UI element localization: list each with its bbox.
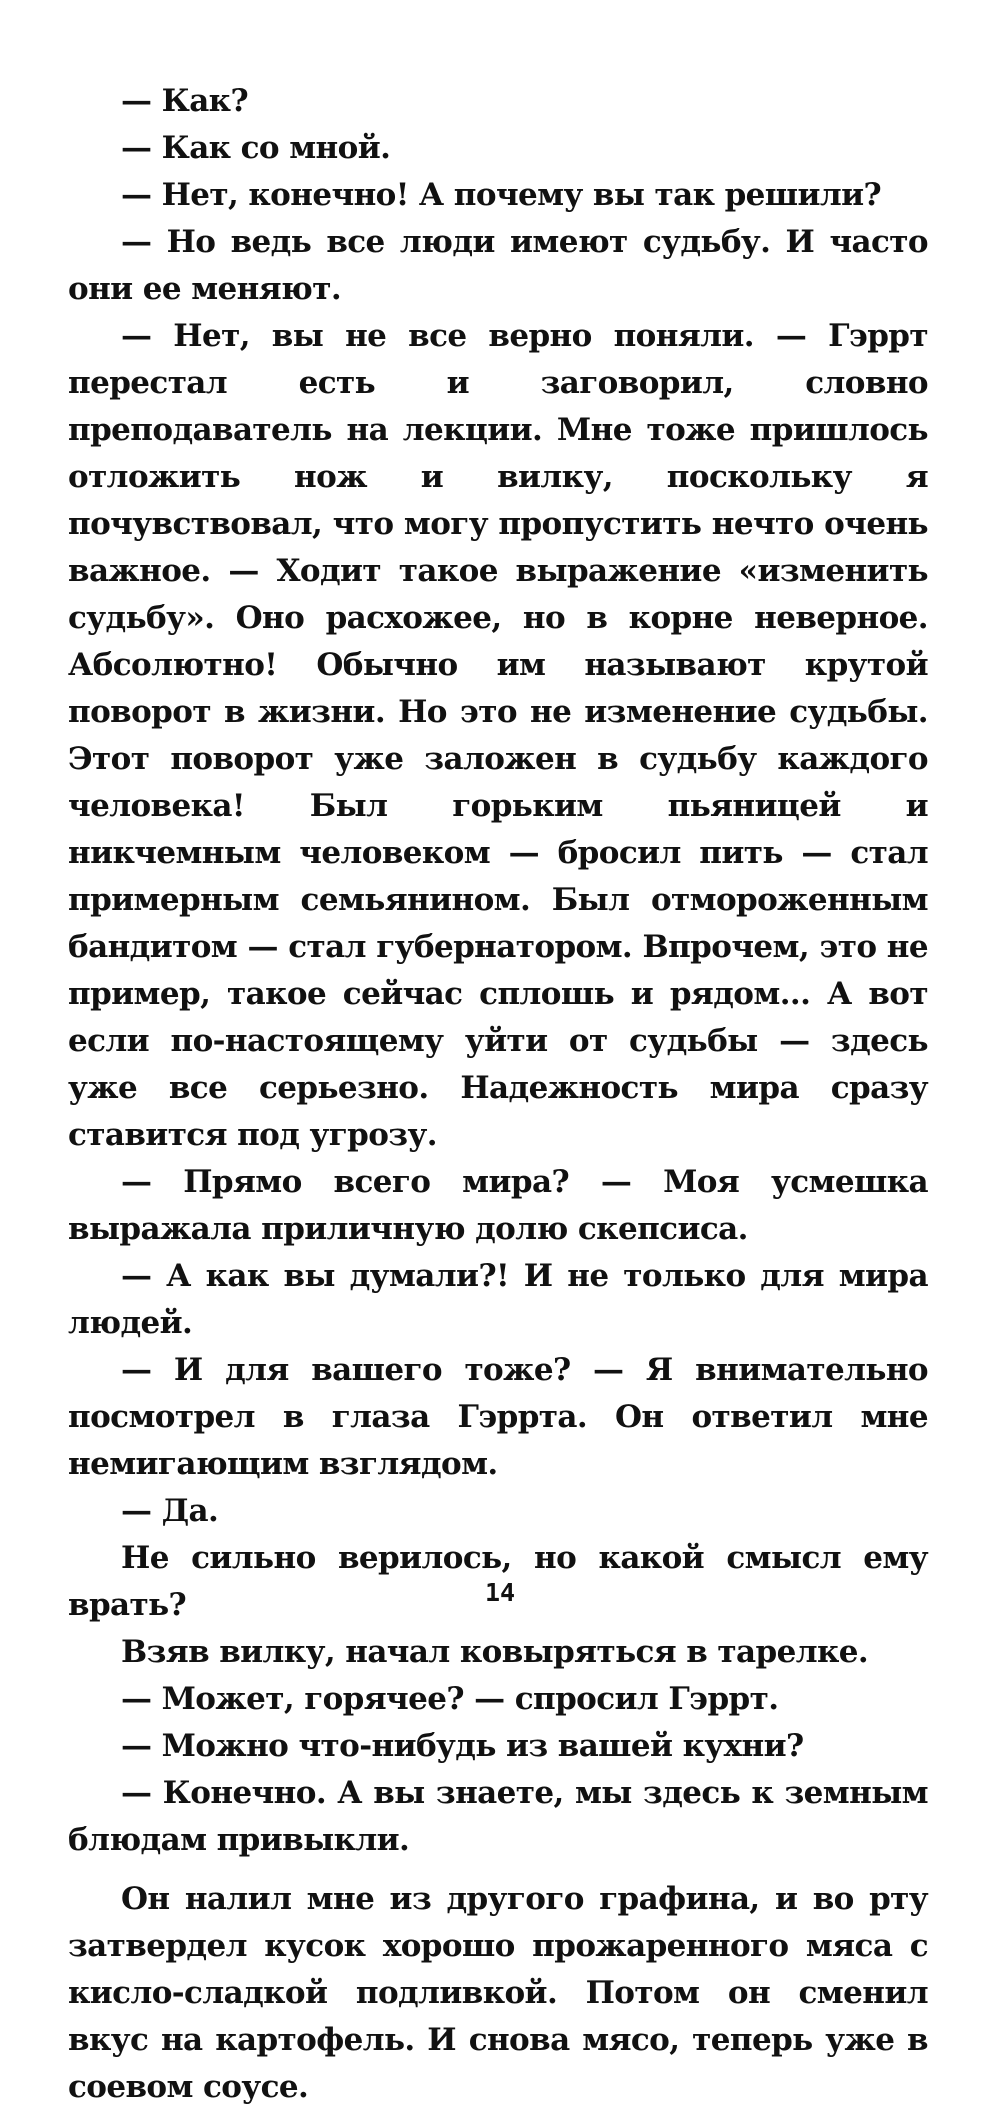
paragraph: Он налил мне из другого графина, и во рту затвердел кусок хорошо прожаренного мяса с кисло-сладкой подливкой. Потом он сменил вкус на картофель. И снова мясо, теперь уже в соевом соусе. (68, 1881, 928, 2105)
paragraph: — Может, горячее? — спросил Гэррт. (121, 1681, 779, 1717)
page-number: 14 (484, 1578, 516, 1607)
paragraph: Не сильно верилось, но какой смысл ему врать? (68, 1540, 928, 1623)
paragraph: — Конечно. А вы знаете, мы здесь к земным блюдам привыкли. (68, 1775, 928, 1858)
paragraph: — Можно что-нибудь из вашей кухни? (121, 1728, 804, 1764)
paragraph: — Но ведь все люди имеют судьбу. И часто они ее меняют. (68, 224, 928, 307)
paragraph: — Нет, конечно! А почему вы так решили? (121, 177, 882, 213)
paragraph: — Нет, вы не все верно поняли. — Гэррт перестал есть и заговорил, словно преподаватель на лекции. Мне тоже пришлось отложить нож и вилку, поскольку я почувствовал, что могу пропустить нечто очень важное. — Ходит такое выражение «изменить судьбу». Оно расхожее, но в корне неверное. Абсолютно! Обычно им называют крутой поворот в жизни. Но это не изменение судьбы. Этот поворот уже заложен в судьбу каждого человека! Был горьким пьяницей и никчемным человеком — бросил пить — стал примерным семьянином. Был отмороженным бандитом — стал губернатором. Впрочем, это не пример, такое сейчас сплошь и рядом... А вот если по-настоящему уйти от судьбы — здесь уже все серьезно. Надежность мира сразу ставится под угрозу. (68, 318, 928, 1153)
paragraph: — Да. (121, 1493, 219, 1529)
paragraph: — И для вашего тоже? — Я внимательно посмотрел в глаза Гэррта. Он ответил мне немигающим взглядом. (68, 1352, 928, 1482)
paragraph: — Прямо всего мира? — Моя усмешка выражала приличную долю скепсиса. (68, 1164, 928, 1247)
paragraph: — А как вы думали?! И не только для мира людей. (68, 1258, 928, 1341)
paragraph: Взяв вилку, начал ковыряться в тарелке. (121, 1634, 869, 1670)
page-text (68, 78, 928, 2111)
paragraph: — Как со мной. (121, 130, 391, 166)
paragraph: — Как? (121, 83, 249, 119)
